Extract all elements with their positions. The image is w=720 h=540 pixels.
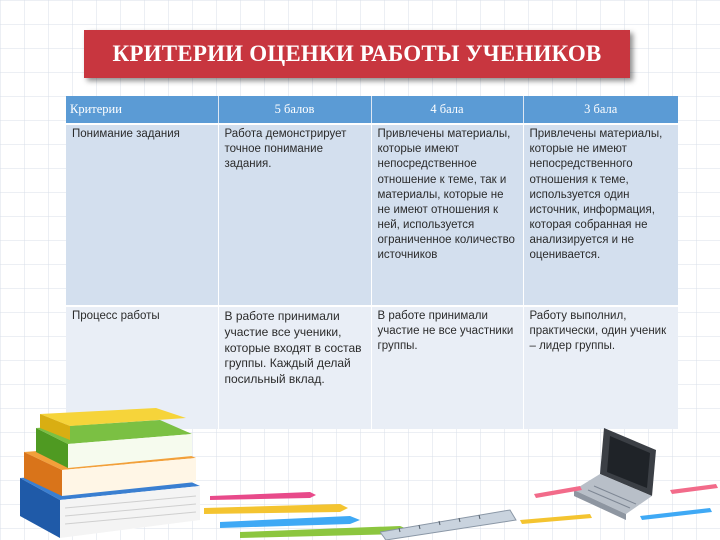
header-criteria: Критерии (66, 96, 218, 124)
pencils-right-illustration (520, 480, 720, 540)
table-cell: Работу выполнил, практически, один ученик – лидер группы. (523, 306, 678, 429)
table-cell: Привлечены материалы, которые не имеют непосредственного отношения к теме, используется один источник, информация, которая собранная не анализируется и не оценивается. (523, 124, 678, 306)
criteria-table (66, 96, 678, 429)
books-illustration (10, 408, 210, 540)
table-cell: В работе принимали участие все ученики, которые входят в состав группы. Каждый делай посильный вклад. (218, 306, 371, 429)
table-cell: Процесс работы (66, 306, 218, 429)
header-3-points: 3 бала (523, 96, 678, 124)
table-cell: В работе принимали участие не все участники группы. (371, 306, 523, 429)
title-banner (84, 30, 630, 78)
table-header-row (66, 96, 678, 124)
page-title: КРИТЕРИИ ОЦЕНКИ РАБОТЫ УЧЕНИКОВ (112, 41, 602, 66)
header-4-points: 4 бала (371, 96, 523, 124)
header-5-points: 5 балов (218, 96, 371, 124)
table-row (66, 124, 678, 306)
ruler-illustration (380, 508, 520, 540)
table-cell: Понимание задания (66, 124, 218, 306)
table-cell: Работа демонстрирует точное понимание задания. (218, 124, 371, 306)
table-cell: Привлечены материалы, которые имеют непосредственное отношение к теме, так и материалы, которые не не имеют отношения к ней, используется ограниченное количество источников (371, 124, 523, 306)
